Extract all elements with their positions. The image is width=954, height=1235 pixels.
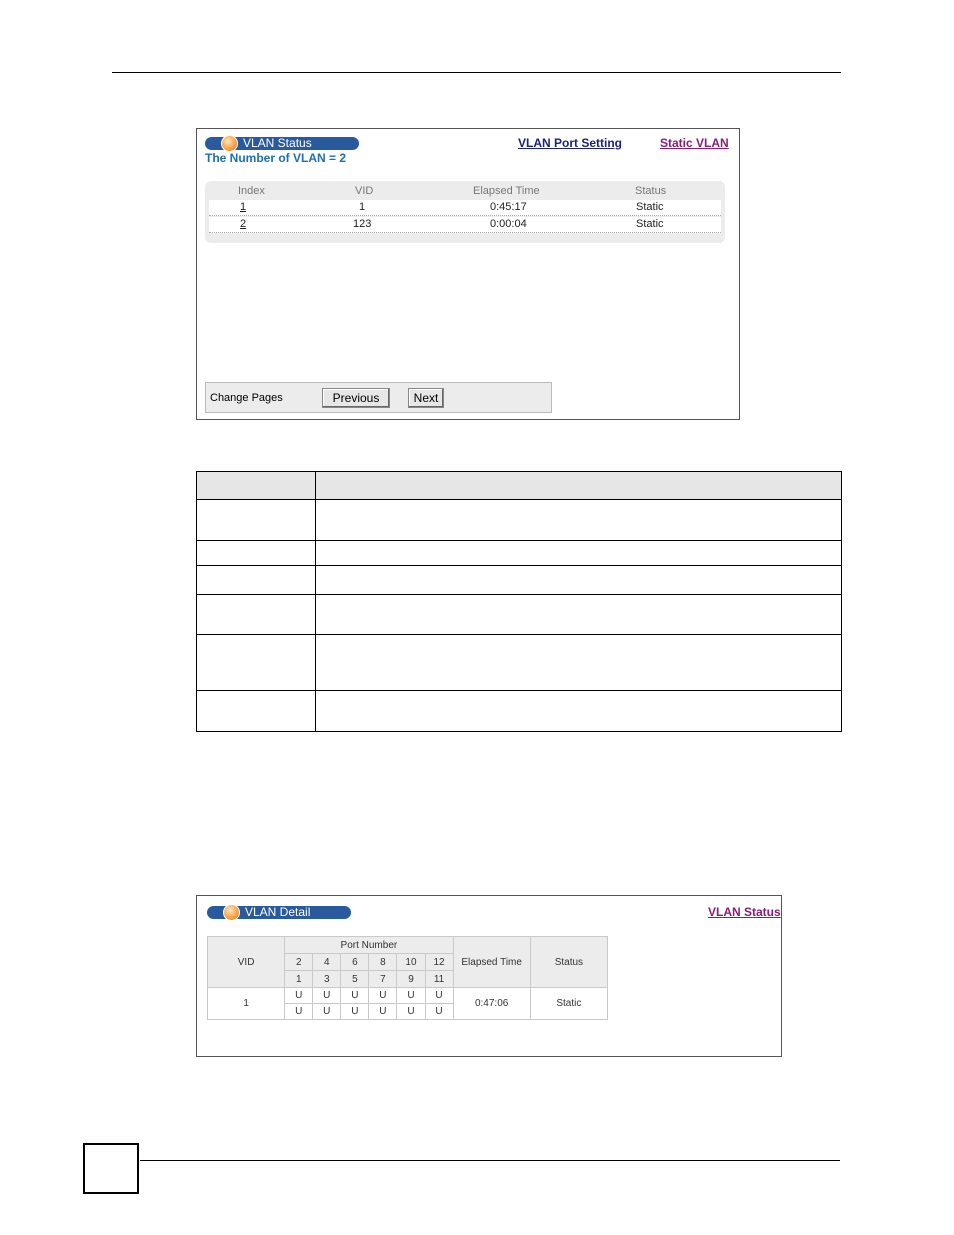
port-value: U bbox=[425, 988, 453, 1004]
col-elapsed-time: Elapsed Time bbox=[473, 185, 540, 197]
port-value: U bbox=[341, 988, 369, 1004]
port-value: U bbox=[369, 1004, 397, 1020]
port-value: U bbox=[285, 1004, 313, 1020]
table-row bbox=[209, 200, 721, 216]
col-elapsed-time: Elapsed Time bbox=[453, 937, 530, 988]
elapsed-cell: 0:47:06 bbox=[453, 988, 530, 1020]
port-label: 4 bbox=[313, 954, 341, 971]
index-link[interactable]: 1 bbox=[240, 201, 247, 213]
column-divider bbox=[315, 472, 316, 731]
port-value: U bbox=[285, 988, 313, 1004]
row-divider bbox=[197, 594, 841, 595]
vlan-status-title-text: VLAN Status bbox=[243, 136, 312, 150]
header-rule bbox=[112, 72, 841, 73]
vid-cell: 1 bbox=[359, 201, 366, 213]
port-value: U bbox=[369, 988, 397, 1004]
static-vlan-link[interactable]: Static VLAN bbox=[660, 136, 729, 150]
port-label: 2 bbox=[285, 954, 313, 971]
port-value: U bbox=[425, 1004, 453, 1020]
description-table-header bbox=[197, 472, 841, 500]
vlan-status-title bbox=[205, 137, 359, 150]
vlan-detail-title-text: VLAN Detail bbox=[245, 905, 311, 919]
port-value: U bbox=[397, 1004, 425, 1020]
vid-cell: 123 bbox=[353, 218, 372, 230]
port-value: U bbox=[313, 1004, 341, 1020]
port-label: 3 bbox=[313, 971, 341, 988]
elapsed-cell: 0:00:04 bbox=[490, 218, 527, 230]
col-vid: VID bbox=[355, 185, 374, 197]
index-link[interactable]: 2 bbox=[240, 218, 247, 230]
page-number-box bbox=[83, 1143, 139, 1194]
orb-icon bbox=[223, 904, 240, 921]
table-row bbox=[209, 217, 721, 233]
col-status: Status bbox=[530, 937, 607, 988]
vlan-port-setting-link[interactable]: VLAN Port Setting bbox=[518, 136, 622, 150]
vlan-status-link[interactable]: VLAN Status bbox=[708, 905, 781, 919]
description-table bbox=[196, 471, 842, 732]
port-label: 9 bbox=[397, 971, 425, 988]
footer-rule bbox=[140, 1160, 840, 1161]
port-value: U bbox=[397, 988, 425, 1004]
row-divider bbox=[197, 634, 841, 635]
port-value: U bbox=[341, 1004, 369, 1020]
row-divider bbox=[197, 690, 841, 691]
port-label: 11 bbox=[425, 971, 453, 988]
change-pages-bar bbox=[205, 382, 552, 413]
status-cell: Static bbox=[636, 201, 664, 213]
port-label: 1 bbox=[285, 971, 313, 988]
vlan-status-panel bbox=[196, 128, 740, 420]
row-divider bbox=[197, 565, 841, 566]
port-label: 7 bbox=[369, 971, 397, 988]
col-port-number: Port Number bbox=[285, 937, 453, 954]
port-label: 5 bbox=[341, 971, 369, 988]
vlan-detail-table bbox=[207, 936, 608, 1020]
orb-icon bbox=[221, 135, 238, 152]
port-label: 6 bbox=[341, 954, 369, 971]
col-status: Status bbox=[635, 185, 667, 197]
col-index: Index bbox=[238, 185, 265, 197]
vlan-status-table bbox=[205, 181, 725, 243]
status-cell: Static bbox=[636, 218, 664, 230]
elapsed-cell: 0:45:17 bbox=[490, 201, 527, 213]
port-label: 10 bbox=[397, 954, 425, 971]
change-pages-label: Change Pages bbox=[210, 392, 283, 404]
vid-cell: 1 bbox=[208, 988, 285, 1020]
port-value: U bbox=[313, 988, 341, 1004]
previous-button[interactable]: Previous bbox=[322, 388, 390, 408]
vlan-count-label: The Number of VLAN = 2 bbox=[205, 151, 347, 165]
port-label: 12 bbox=[425, 954, 453, 971]
status-cell: Static bbox=[530, 988, 607, 1020]
next-button[interactable]: Next bbox=[408, 388, 444, 408]
row-divider bbox=[197, 540, 841, 541]
vlan-detail-title bbox=[207, 906, 351, 919]
col-vid: VID bbox=[208, 937, 285, 988]
port-label: 8 bbox=[369, 954, 397, 971]
